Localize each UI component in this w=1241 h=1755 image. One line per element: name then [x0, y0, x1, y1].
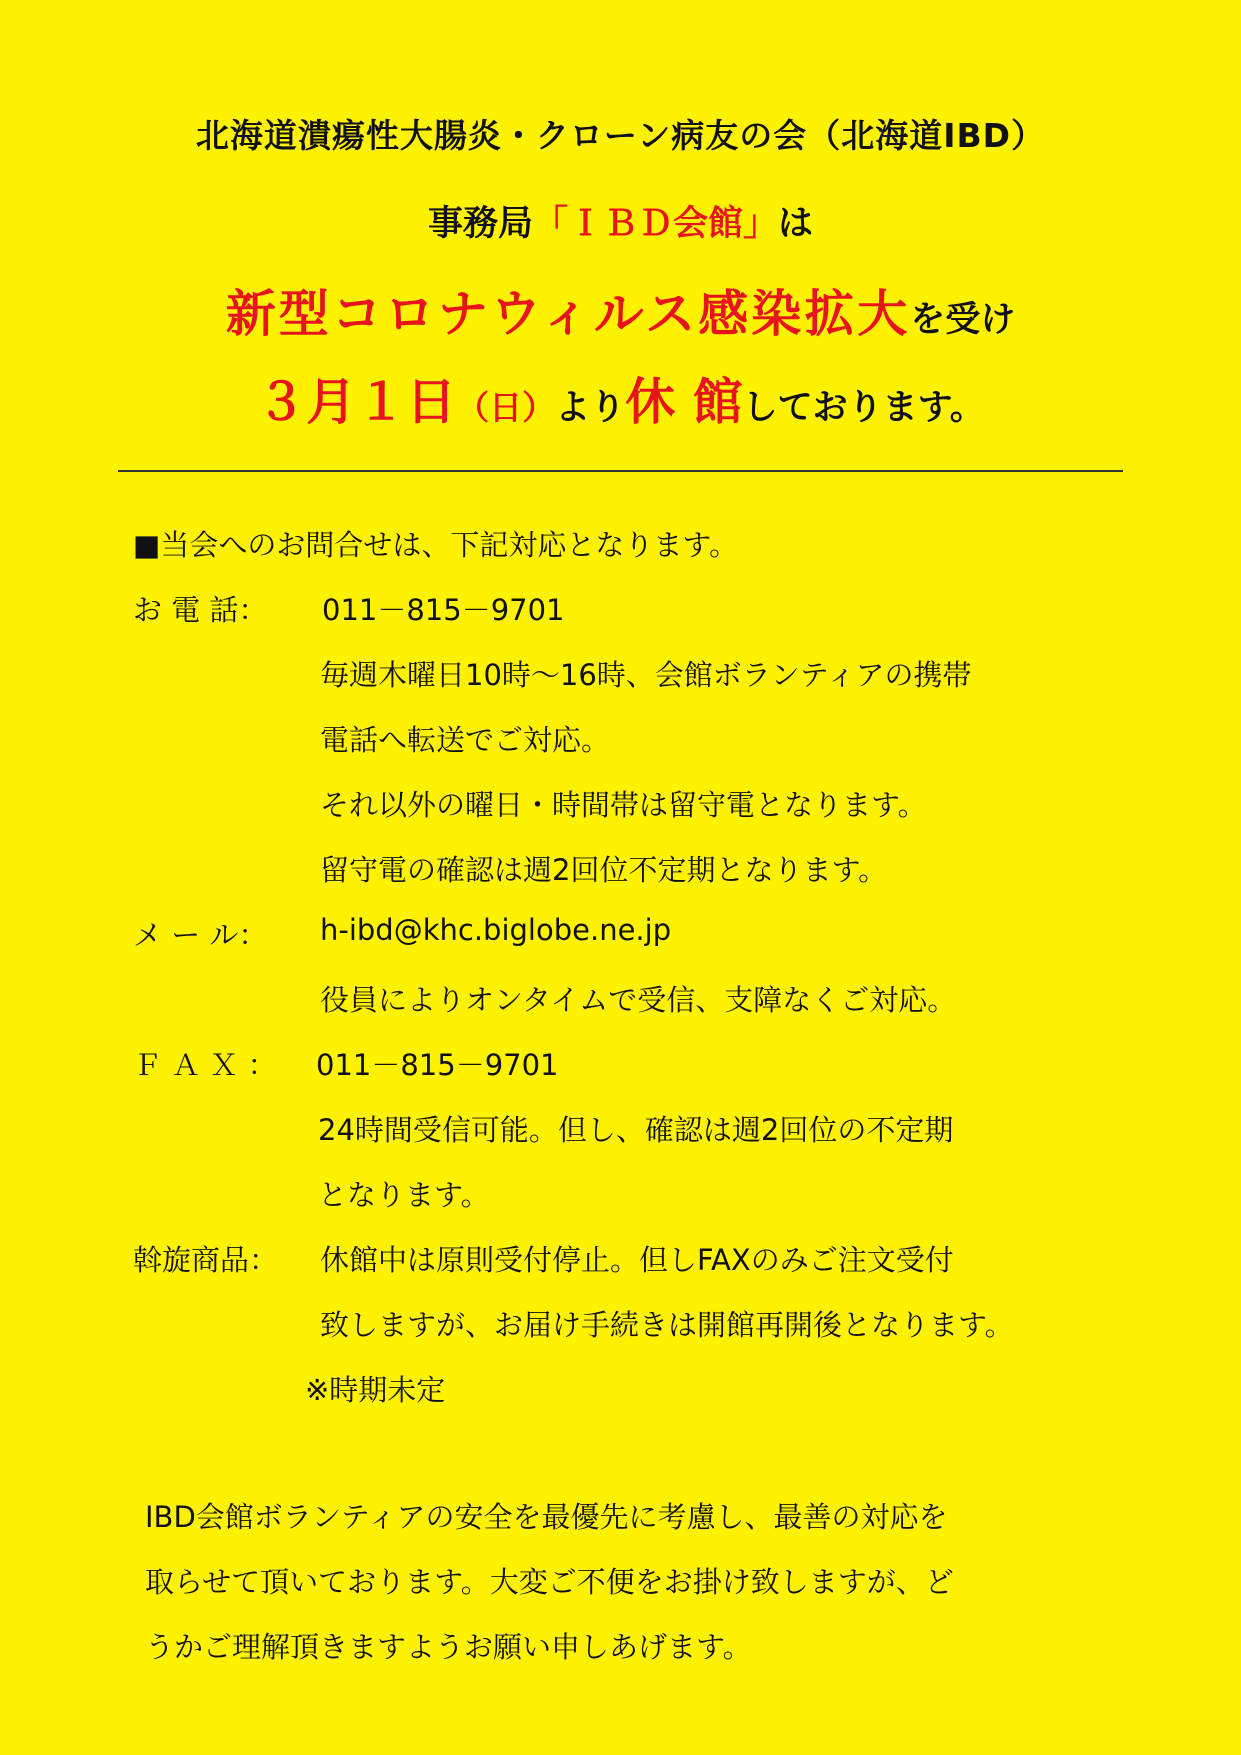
office-suffix: は [778, 204, 814, 244]
contact-intro: ■当会へのお問合せは、下記対応となります。 [133, 528, 739, 562]
closing-line: うかご理解頂きますようお願い申しあげます。 [145, 1630, 752, 1664]
closing-line: 取らせて頂いております。大変ご不便をお掛け致しますが、ど [145, 1565, 954, 1599]
phone-note: 電話へ転送でご対応。 [320, 723, 611, 757]
phone-note: 毎週木曜日10時～16時、会館ボランティアの携帯 [320, 658, 972, 692]
phone-label: お 電 話： [133, 593, 268, 627]
goods-label: 斡旋商品： [133, 1243, 279, 1277]
goods-status: 休館中は原則受付停止。但しFAXのみご注文受付 [320, 1243, 954, 1277]
phone-note: それ以外の曜日・時間帯は留守電となります。 [320, 788, 927, 822]
closure-date: ３月１日 [256, 373, 457, 431]
headline-red: 新型コロナウィルス感染拡大 [225, 285, 911, 343]
office-line [0, 196, 1241, 246]
fax-note: 24時間受信可能。但し、確認は週2回位の不定期 [318, 1113, 954, 1147]
closure-suffix: しております。 [742, 388, 985, 428]
closure-day: （日） [456, 388, 556, 427]
fax-label: Ｆ Ａ Ｘ ： [133, 1048, 277, 1082]
fax-number: 011－815－9701 [316, 1048, 559, 1082]
closure-line [0, 362, 1241, 434]
divider [118, 470, 1123, 472]
goods-note: ※時期未定 [305, 1373, 446, 1407]
closing-line: IBD会館ボランティアの安全を最優先に考慮し、最善の対応を [145, 1500, 948, 1534]
mail-label: メ ー ル： [133, 918, 268, 952]
mail-address: h-ibd@khc.biglobe.ne.jp [320, 913, 672, 947]
phone-note: 留守電の確認は週2回位不定期となります。 [320, 853, 888, 887]
office-name: 「ＩＢＤ会館」 [532, 204, 778, 244]
headline [0, 274, 1241, 346]
goods-note: 致しますが、お届け手続きは開館再開後となります。 [320, 1308, 1014, 1342]
organization-title: 北海道潰瘍性大腸炎・クローン病友の会（北海道IBD） [195, 116, 1046, 155]
phone-number: 011－815－9701 [322, 593, 565, 627]
fax-note: となります。 [318, 1178, 490, 1212]
office-prefix: 事務局 [427, 204, 533, 244]
closure-from: より [555, 388, 626, 428]
mail-note: 役員によりオンタイムで受信、支障なくご対応。 [320, 983, 957, 1017]
closure-word: 休 館 [625, 373, 743, 431]
headline-suffix: を受け [910, 300, 1016, 340]
